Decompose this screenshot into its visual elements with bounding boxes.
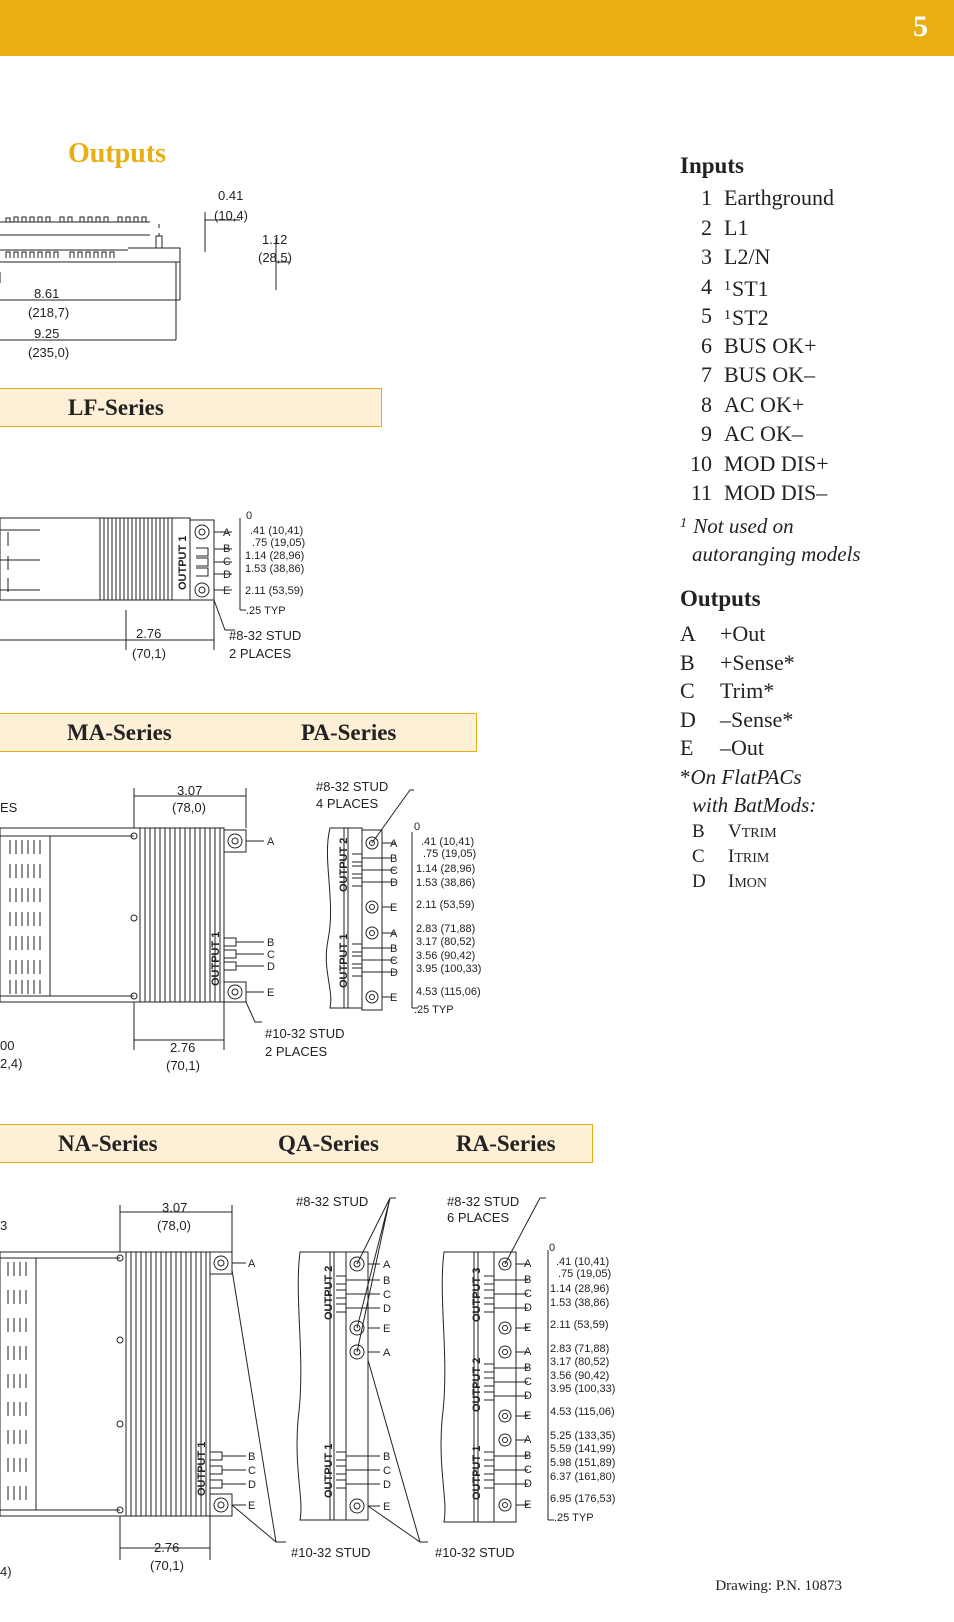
pin-label: E: [383, 1501, 391, 1513]
pin-label: D: [267, 961, 275, 973]
output-pin-row: [680, 649, 816, 678]
batmod-function: IMON: [728, 870, 767, 892]
lf-series-band: [0, 388, 382, 427]
pin-label: B: [223, 543, 231, 555]
dim-text: 8.61: [34, 286, 60, 301]
pin-label: E: [524, 1410, 532, 1422]
outputs-list: [680, 620, 816, 763]
dim-text: 0.41: [218, 188, 244, 203]
dim-text: 6.95 (176,53): [550, 1493, 616, 1505]
input-pin-row: [680, 419, 861, 449]
pin-function: Trim*: [720, 678, 775, 703]
pin-number: 1: [701, 185, 712, 210]
footnote-text: with BatMods:: [692, 792, 817, 817]
stud-label: #10-32 STUD: [265, 1026, 345, 1041]
dim-text: 2.76: [170, 1040, 196, 1055]
input-pin-row: [680, 449, 861, 479]
input-pin-row: [680, 331, 861, 361]
dim-text: 2.83 (71,88): [416, 923, 476, 935]
pin-label: D: [223, 569, 231, 581]
partial-text: ES: [0, 800, 18, 815]
dim-text: .75 (19,05): [252, 537, 306, 549]
dim-text: 1.14 (28,96): [245, 550, 305, 562]
pin-label: D: [383, 1479, 391, 1491]
input-pin-row: [680, 272, 861, 302]
pin-letter: D: [692, 870, 706, 892]
output-label: OUTPUT 1: [338, 933, 350, 988]
dim-text: (10,4): [214, 208, 248, 223]
pin-letter: C: [692, 845, 705, 867]
input-pin-row: [680, 301, 861, 331]
typ-text: .25 TYP: [414, 1004, 454, 1016]
na-qa-ra-series-band: [0, 1124, 593, 1163]
output-label: OUTPUT 1: [210, 931, 222, 986]
pin-label: B: [383, 1451, 391, 1463]
dim-text: 9.25: [34, 326, 60, 341]
partial-text: 3: [0, 1218, 8, 1233]
page-number: 5: [913, 10, 928, 43]
dim-text: (28,5): [258, 250, 292, 265]
dim-text: 1.12: [262, 232, 288, 247]
dim-text: (218,7): [28, 305, 70, 320]
input-pin-row: [680, 183, 861, 213]
stud-label: 6 PLACES: [447, 1210, 510, 1225]
batmod-row: [692, 819, 816, 844]
dim-text: (78,0): [157, 1218, 191, 1233]
dim-text: 1.14 (28,96): [550, 1283, 610, 1295]
pin-label: BUS OK–: [724, 362, 816, 387]
output-label: OUTPUT 2: [338, 837, 350, 892]
inputs-heading: Inputs: [680, 153, 744, 178]
pin-number: 9: [701, 421, 712, 446]
dim-text: 5.59 (141,99): [550, 1443, 616, 1455]
pin-label: B: [267, 937, 275, 949]
dim-text: 0: [246, 510, 253, 522]
pin-number: 5: [701, 303, 712, 328]
pin-label: $^1$ST2: [724, 305, 769, 330]
pin-label: C: [267, 949, 275, 961]
dim-text: (70,1): [132, 646, 166, 661]
dim-text: 5.98 (151,89): [550, 1457, 616, 1469]
band-label: NA-Series: [58, 1131, 158, 1156]
pin-function: –Out: [720, 735, 764, 760]
pin-number: 11: [690, 480, 712, 505]
pin-label: BUS OK+: [724, 332, 817, 358]
outputs-legend: [680, 586, 816, 894]
pin-letter: C: [680, 678, 695, 703]
pin-number: 8: [701, 391, 712, 417]
pin-label: D: [390, 967, 398, 979]
pin-function: –Sense*: [720, 706, 794, 732]
dim-text: 0: [414, 821, 421, 833]
pin-label: B: [390, 853, 398, 865]
pin-label: E: [248, 1500, 256, 1512]
dim-text: 1.53 (38,86): [550, 1297, 610, 1309]
band-label: QA-Series: [278, 1131, 379, 1156]
pin-label: L2/N: [724, 244, 771, 269]
pin-label: C: [223, 556, 231, 568]
pin-label: E: [223, 585, 231, 597]
typ-text: .25 TYP: [554, 1512, 594, 1524]
stud-label: 2 PLACES: [265, 1044, 328, 1059]
footnote-marker: *: [680, 764, 691, 789]
stud-label: #10-32 STUD: [291, 1545, 371, 1560]
batmod-row: [692, 869, 816, 894]
dim-text: 2.76: [154, 1540, 180, 1555]
footnote-text: On FlatPACs: [690, 764, 802, 789]
ma-pa-series-band: [0, 713, 477, 752]
stud-label: #8-32 STUD: [229, 628, 302, 643]
stud-label: 2 PLACES: [229, 646, 292, 661]
partial-text: 00: [0, 1038, 15, 1053]
pin-label: D: [390, 877, 398, 889]
pin-label: A: [383, 1347, 391, 1359]
lf-series-drawing: [0, 505, 330, 665]
pin-label: D: [248, 1479, 256, 1491]
pin-label: E: [524, 1322, 532, 1334]
pin-label: D: [524, 1302, 532, 1314]
pin-number: 6: [701, 332, 712, 358]
inputs-footnote: [680, 510, 861, 568]
pin-function: +Out: [720, 621, 766, 646]
band-label: RA-Series: [456, 1131, 556, 1156]
pin-label: AC OK+: [724, 391, 805, 417]
pin-letter: A: [680, 621, 696, 646]
stud-label: #10-32 STUD: [435, 1545, 515, 1560]
pin-label: C: [524, 1288, 532, 1300]
output-label: OUTPUT 2: [323, 1265, 335, 1320]
output-pin-row: [680, 677, 816, 706]
band-label: LF-Series: [68, 395, 164, 420]
dim-text: 4.53 (115,06): [550, 1406, 615, 1418]
pin-label: A: [248, 1258, 256, 1270]
batmod-subscript: TRIM: [741, 825, 777, 841]
dim-text: 3.17 (80,52): [550, 1356, 610, 1368]
page-title: Outputs: [68, 138, 167, 169]
drawing-number: Drawing: P.N. 10873: [715, 1578, 842, 1594]
input-pin-row: [680, 478, 861, 508]
dim-text: (70,1): [166, 1058, 200, 1073]
pin-label: A: [223, 527, 231, 539]
pin-label: E: [267, 987, 275, 999]
pin-label: B: [383, 1275, 391, 1287]
stud-label: #8-32 STUD: [296, 1194, 369, 1209]
band-label: PA-Series: [301, 720, 397, 745]
input-pin-row: [680, 360, 861, 390]
partial-text: 2,4): [0, 1056, 23, 1071]
side-view-drawing: [0, 180, 320, 365]
pin-label: E: [390, 992, 398, 1004]
dim-text: .41 (10,41): [556, 1256, 610, 1268]
output-label: OUTPUT 1: [196, 1441, 208, 1496]
stud-label: 4 PLACES: [316, 796, 379, 811]
footnote-marker: 1: [724, 308, 731, 323]
footnote-marker: 1: [724, 278, 731, 294]
stud-label: #8-32 STUD: [447, 1194, 520, 1209]
dim-text: 2.11 (53,59): [245, 585, 304, 597]
pin-label: C: [383, 1289, 391, 1301]
pin-letter: D: [680, 706, 696, 732]
pin-label: A: [267, 836, 275, 848]
pin-function: +Sense*: [720, 649, 795, 675]
outputs-heading: Outputs: [680, 586, 761, 611]
dim-text: 2.83 (71,88): [550, 1343, 610, 1355]
inputs-list: [680, 183, 861, 508]
header-bar: [0, 0, 954, 56]
ra-series-drawing: [0, 1190, 640, 1530]
pin-label: A: [524, 1346, 532, 1358]
pin-label: D: [524, 1390, 532, 1402]
batmod-subscript: TRIM: [734, 850, 770, 866]
output-pin-row: [680, 734, 816, 763]
output-pin-row: [680, 706, 816, 735]
input-pin-row: [680, 390, 861, 420]
footnote-text: Not used on: [693, 513, 794, 538]
output-label: OUTPUT 1: [471, 1445, 483, 1500]
dim-text: (78,0): [172, 800, 206, 815]
pin-label: B: [390, 943, 398, 955]
batmod-row: [692, 844, 816, 869]
pin-label: C: [248, 1465, 256, 1477]
pin-label: A: [524, 1258, 532, 1270]
pin-label: C: [524, 1464, 532, 1476]
pin-label: C: [390, 955, 398, 967]
pin-number: 4: [701, 273, 712, 299]
dim-text: 3.56 (90,42): [416, 950, 476, 962]
pin-label: Earthground: [724, 185, 834, 210]
pin-label: D: [383, 1303, 391, 1315]
output-label: OUTPUT 1: [177, 535, 189, 590]
pin-label: B: [248, 1451, 256, 1463]
output-label: OUTPUT 1: [323, 1443, 335, 1498]
pin-label: D: [524, 1478, 532, 1490]
input-pin-row: [680, 213, 861, 243]
output-label: OUTPUT 2: [471, 1357, 483, 1412]
dim-text: 4.53 (115,06): [416, 986, 481, 998]
pin-label: A: [390, 838, 398, 850]
outputs-footnote: [680, 763, 816, 819]
dim-text: .75 (19,05): [423, 848, 477, 860]
pin-label: L1: [724, 214, 749, 240]
pin-label: E: [383, 1323, 391, 1335]
dim-text: 3.07: [177, 783, 203, 798]
dim-text: (70,1): [150, 1558, 184, 1573]
stud-label: #8-32 STUD: [316, 779, 389, 794]
dim-text: 6.37 (161,80): [550, 1471, 616, 1483]
pin-letter: B: [680, 649, 695, 675]
pin-label: B: [524, 1362, 532, 1374]
typ-text: .25 TYP: [246, 605, 286, 617]
footnote-marker: 1: [680, 515, 687, 531]
pin-label: E: [390, 902, 398, 914]
pin-label: A: [383, 1259, 391, 1271]
pin-label: MOD DIS–: [724, 480, 828, 505]
dim-text: 3.56 (90,42): [550, 1370, 610, 1382]
pin-label: A: [390, 928, 398, 940]
pin-label: A: [524, 1434, 532, 1446]
dim-text: 5.25 (133,35): [550, 1430, 616, 1442]
dim-text: .75 (19,05): [558, 1268, 612, 1280]
pin-label: B: [524, 1274, 532, 1286]
pa-series-drawing: [0, 780, 490, 1020]
batmods-list: [680, 819, 816, 894]
dim-text: .41 (10,41): [421, 836, 475, 848]
pin-label: MOD DIS+: [724, 450, 829, 476]
batmod-function: ITRIM: [728, 845, 770, 867]
pin-label: E: [524, 1499, 532, 1511]
dim-text: 2.11 (53,59): [416, 899, 475, 911]
pin-letter: E: [680, 735, 694, 760]
dim-text: 1.53 (38,86): [416, 877, 476, 889]
pin-number: 3: [701, 244, 712, 269]
dim-text: 1.53 (38,86): [245, 563, 305, 575]
pin-label: C: [383, 1465, 391, 1477]
pin-number: 2: [701, 214, 712, 240]
dim-text: 3.95 (100,33): [416, 963, 482, 975]
batmod-function: VTRIM: [728, 820, 777, 842]
dim-text: .41 (10,41): [250, 525, 304, 537]
band-label: MA-Series: [67, 720, 172, 745]
batmod-subscript: MON: [734, 875, 767, 891]
pin-label: AC OK–: [724, 421, 803, 446]
pin-label: B: [524, 1450, 532, 1462]
pin-letter: B: [692, 820, 705, 842]
pin-number: 10: [690, 450, 712, 476]
pin-label: $^1$ST1: [724, 275, 769, 301]
dim-text: 3.07: [162, 1200, 188, 1215]
dim-text: 1.14 (28,96): [416, 863, 476, 875]
dim-text: (235,0): [28, 345, 70, 360]
partial-text: 4): [0, 1564, 12, 1579]
dim-text: 3.95 (100,33): [550, 1383, 616, 1395]
pin-label: C: [390, 865, 398, 877]
inputs-legend: [680, 153, 861, 568]
dim-text: 3.17 (80,52): [416, 936, 476, 948]
dim-text: 2.76: [136, 626, 162, 641]
output-pin-row: [680, 620, 816, 649]
pin-number: 7: [701, 362, 712, 387]
pin-label: C: [524, 1376, 532, 1388]
input-pin-row: [680, 242, 861, 272]
dim-text: 0: [549, 1242, 556, 1254]
output-label: OUTPUT 3: [471, 1267, 483, 1322]
footnote-text: autoranging models: [692, 541, 861, 566]
dim-text: 2.11 (53,59): [550, 1319, 609, 1331]
